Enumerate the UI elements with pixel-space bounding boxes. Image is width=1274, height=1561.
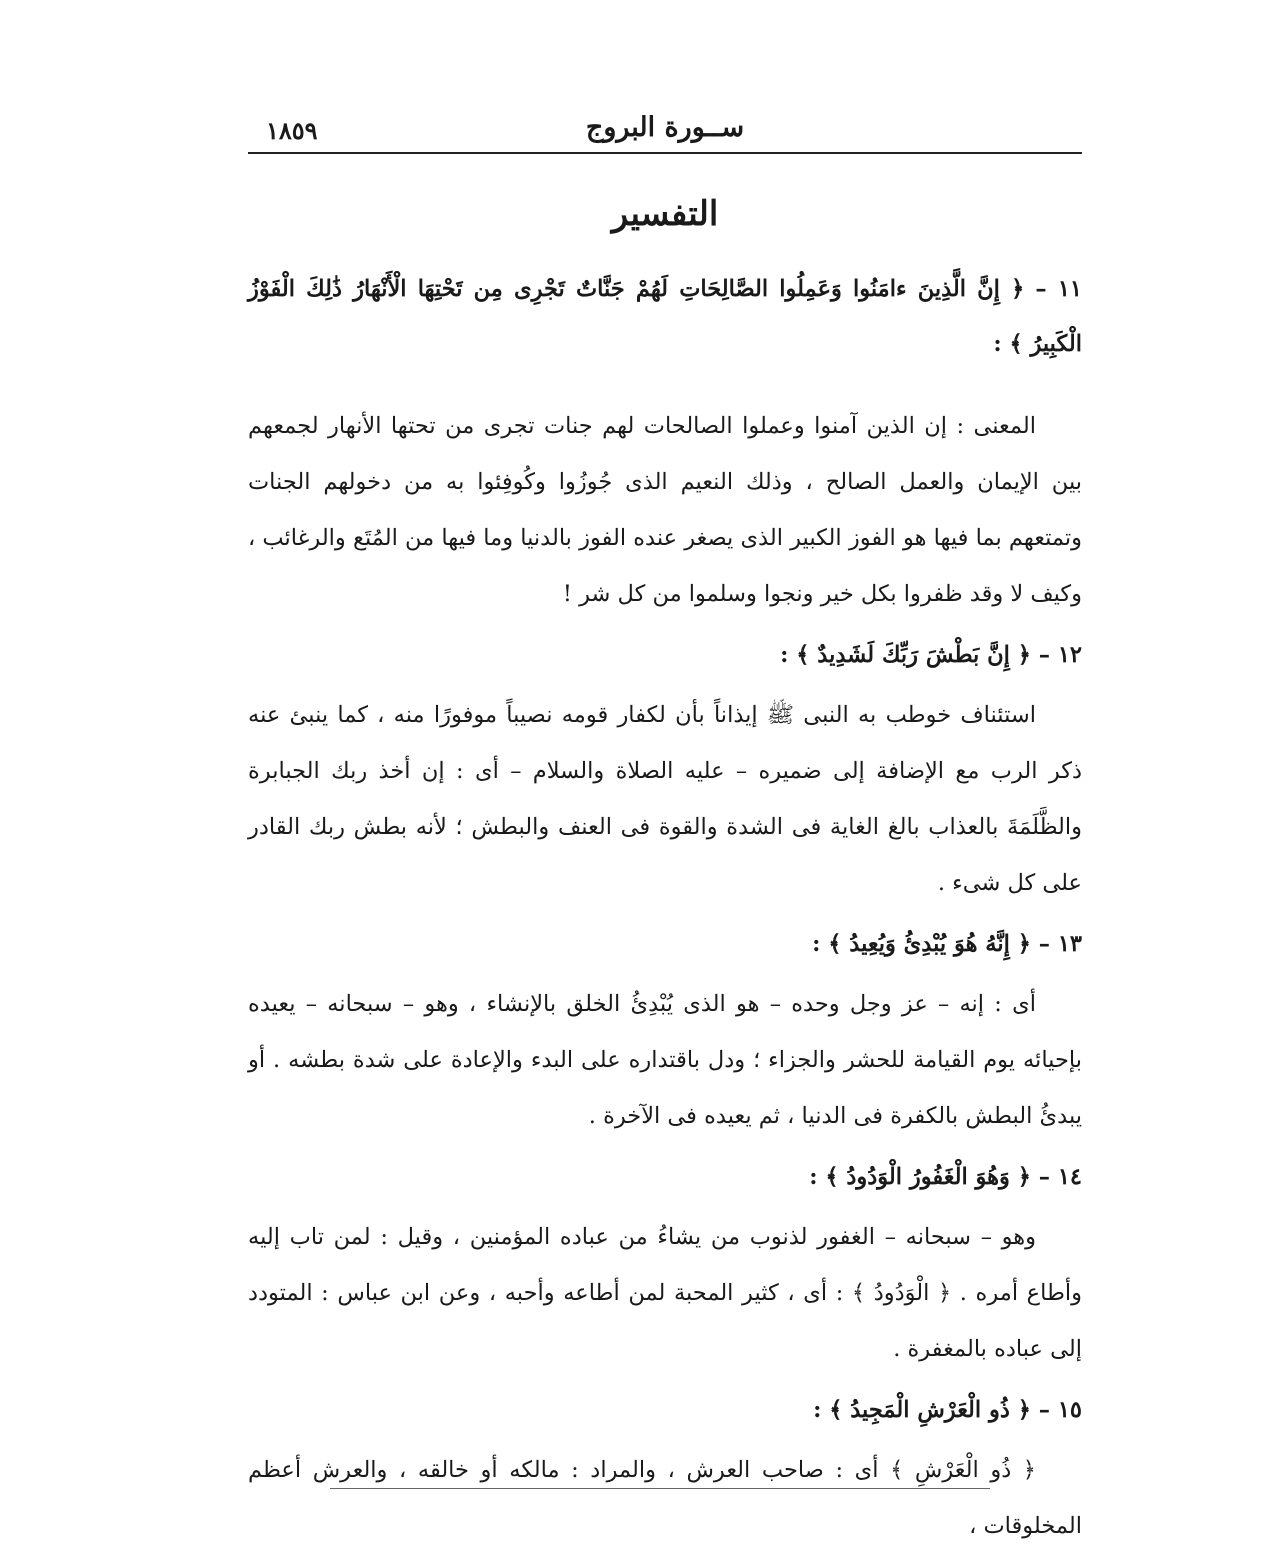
explanation-11: المعنى : إن الذين آمنوا وعملوا الصالحات لهم جنات تجرى من تحتها الأنهار لجمعهم بين الإيمان والعمل الصالح ، وذلك النعيم الذى جُوزُوا وكُوفِئوا به من دخولهم الجنات وتمتعهم بما فيها هو الفوز الكبير الذى يصغر عنده الفوز بالدنيا وما فيها من المُتَع والرغائب ، وكيف لا وقد ظفروا بكل خير ونجوا وسلموا من كل شر !: [248, 413, 1082, 607]
explanation-14: وهو – سبحانه – الغفور لذنوب من يشاءُ من عباده المؤمنين ، وقيل : لمن تاب إليه وأطاع أمره . ﴿ الْوَدُودُ ﴾ : أى ، كثير المحبة لمن أطاعه وأحبه ، وعن ابن عباس : المتودد إلى عباده بالمغفرة .: [248, 1224, 1082, 1362]
section-heading: التفسير: [611, 194, 719, 234]
explanation-13: أى : إنه – عز وجل وحده – هو الذى يُبْدِئُ الخلق بالإنشاء ، وهو – سبحانه – يعيده بإحيائه يوم القيامة للحشر والجزاء ؛ ودل باقتداره على البدء والإعادة على شدة بطشه . أو يبدئُ البطش بالكفرة فى الدنيا ، ثم يعيده فى الآخرة .: [248, 991, 1082, 1129]
verse-14: ١٤ – ﴿ وَهُوَ الْغَفُورُ الْوَدُودُ ﴾ :: [809, 1164, 1082, 1190]
explanation-15: ﴿ ذُو الْعَرْشِ ﴾ أى : صاحب العرش ، والمراد : مالكه أو خالقه ، والعرش أعظم المخلوقات ،: [248, 1457, 1082, 1539]
verse-12: ١٢ – ﴿ إِنَّ بَطْشَ رَبِّكَ لَشَدِيدٌ ﴾ :: [780, 642, 1082, 668]
verse-15: ١٥ – ﴿ ذُو الْعَرْشِ الْمَجِيدُ ﴾ :: [813, 1397, 1082, 1423]
header-rule: [248, 152, 1082, 154]
page-number: ١٨٥٩: [266, 116, 318, 145]
footer-rule: [330, 1488, 990, 1489]
explanation-12: استئناف خوطب به النبى ﷺ إيذاناً بأن لكفار قومه نصيباً موفورًا منه ، كما ينبئ عنه ذكر الرب مع الإضافة إلى ضميره – عليه الصلاة والسلام – أى : إن أخذ ربك الجبابرة والظَّلَمَةَ بالعذاب بالغ الغاية فى الشدة والقوة فى العنف والبطش ؛ لأنه بطش ربك القادر على كل شىء .: [248, 702, 1082, 896]
verse-13: ١٣ – ﴿ إِنَّهُ هُوَ يُبْدِئُ وَيُعِيدُ ﴾ :: [812, 931, 1082, 957]
running-header: [248, 108, 1082, 152]
surah-title: ســورة البروج: [585, 112, 745, 143]
verse-11: ١١ – ﴿ إِنَّ الَّذِينَ ءامَنُوا وَعَمِلُوا الصَّالِحَاتِ لَهُمْ جَنَّاتٌ تَجْرِى مِن تَحْتِهَا الْأَنْهَارُ ذَٰلِكَ الْفَوْزُ الْكَبِيرُ ﴾ :: [248, 276, 1082, 357]
page-content: [248, 262, 1082, 1554]
